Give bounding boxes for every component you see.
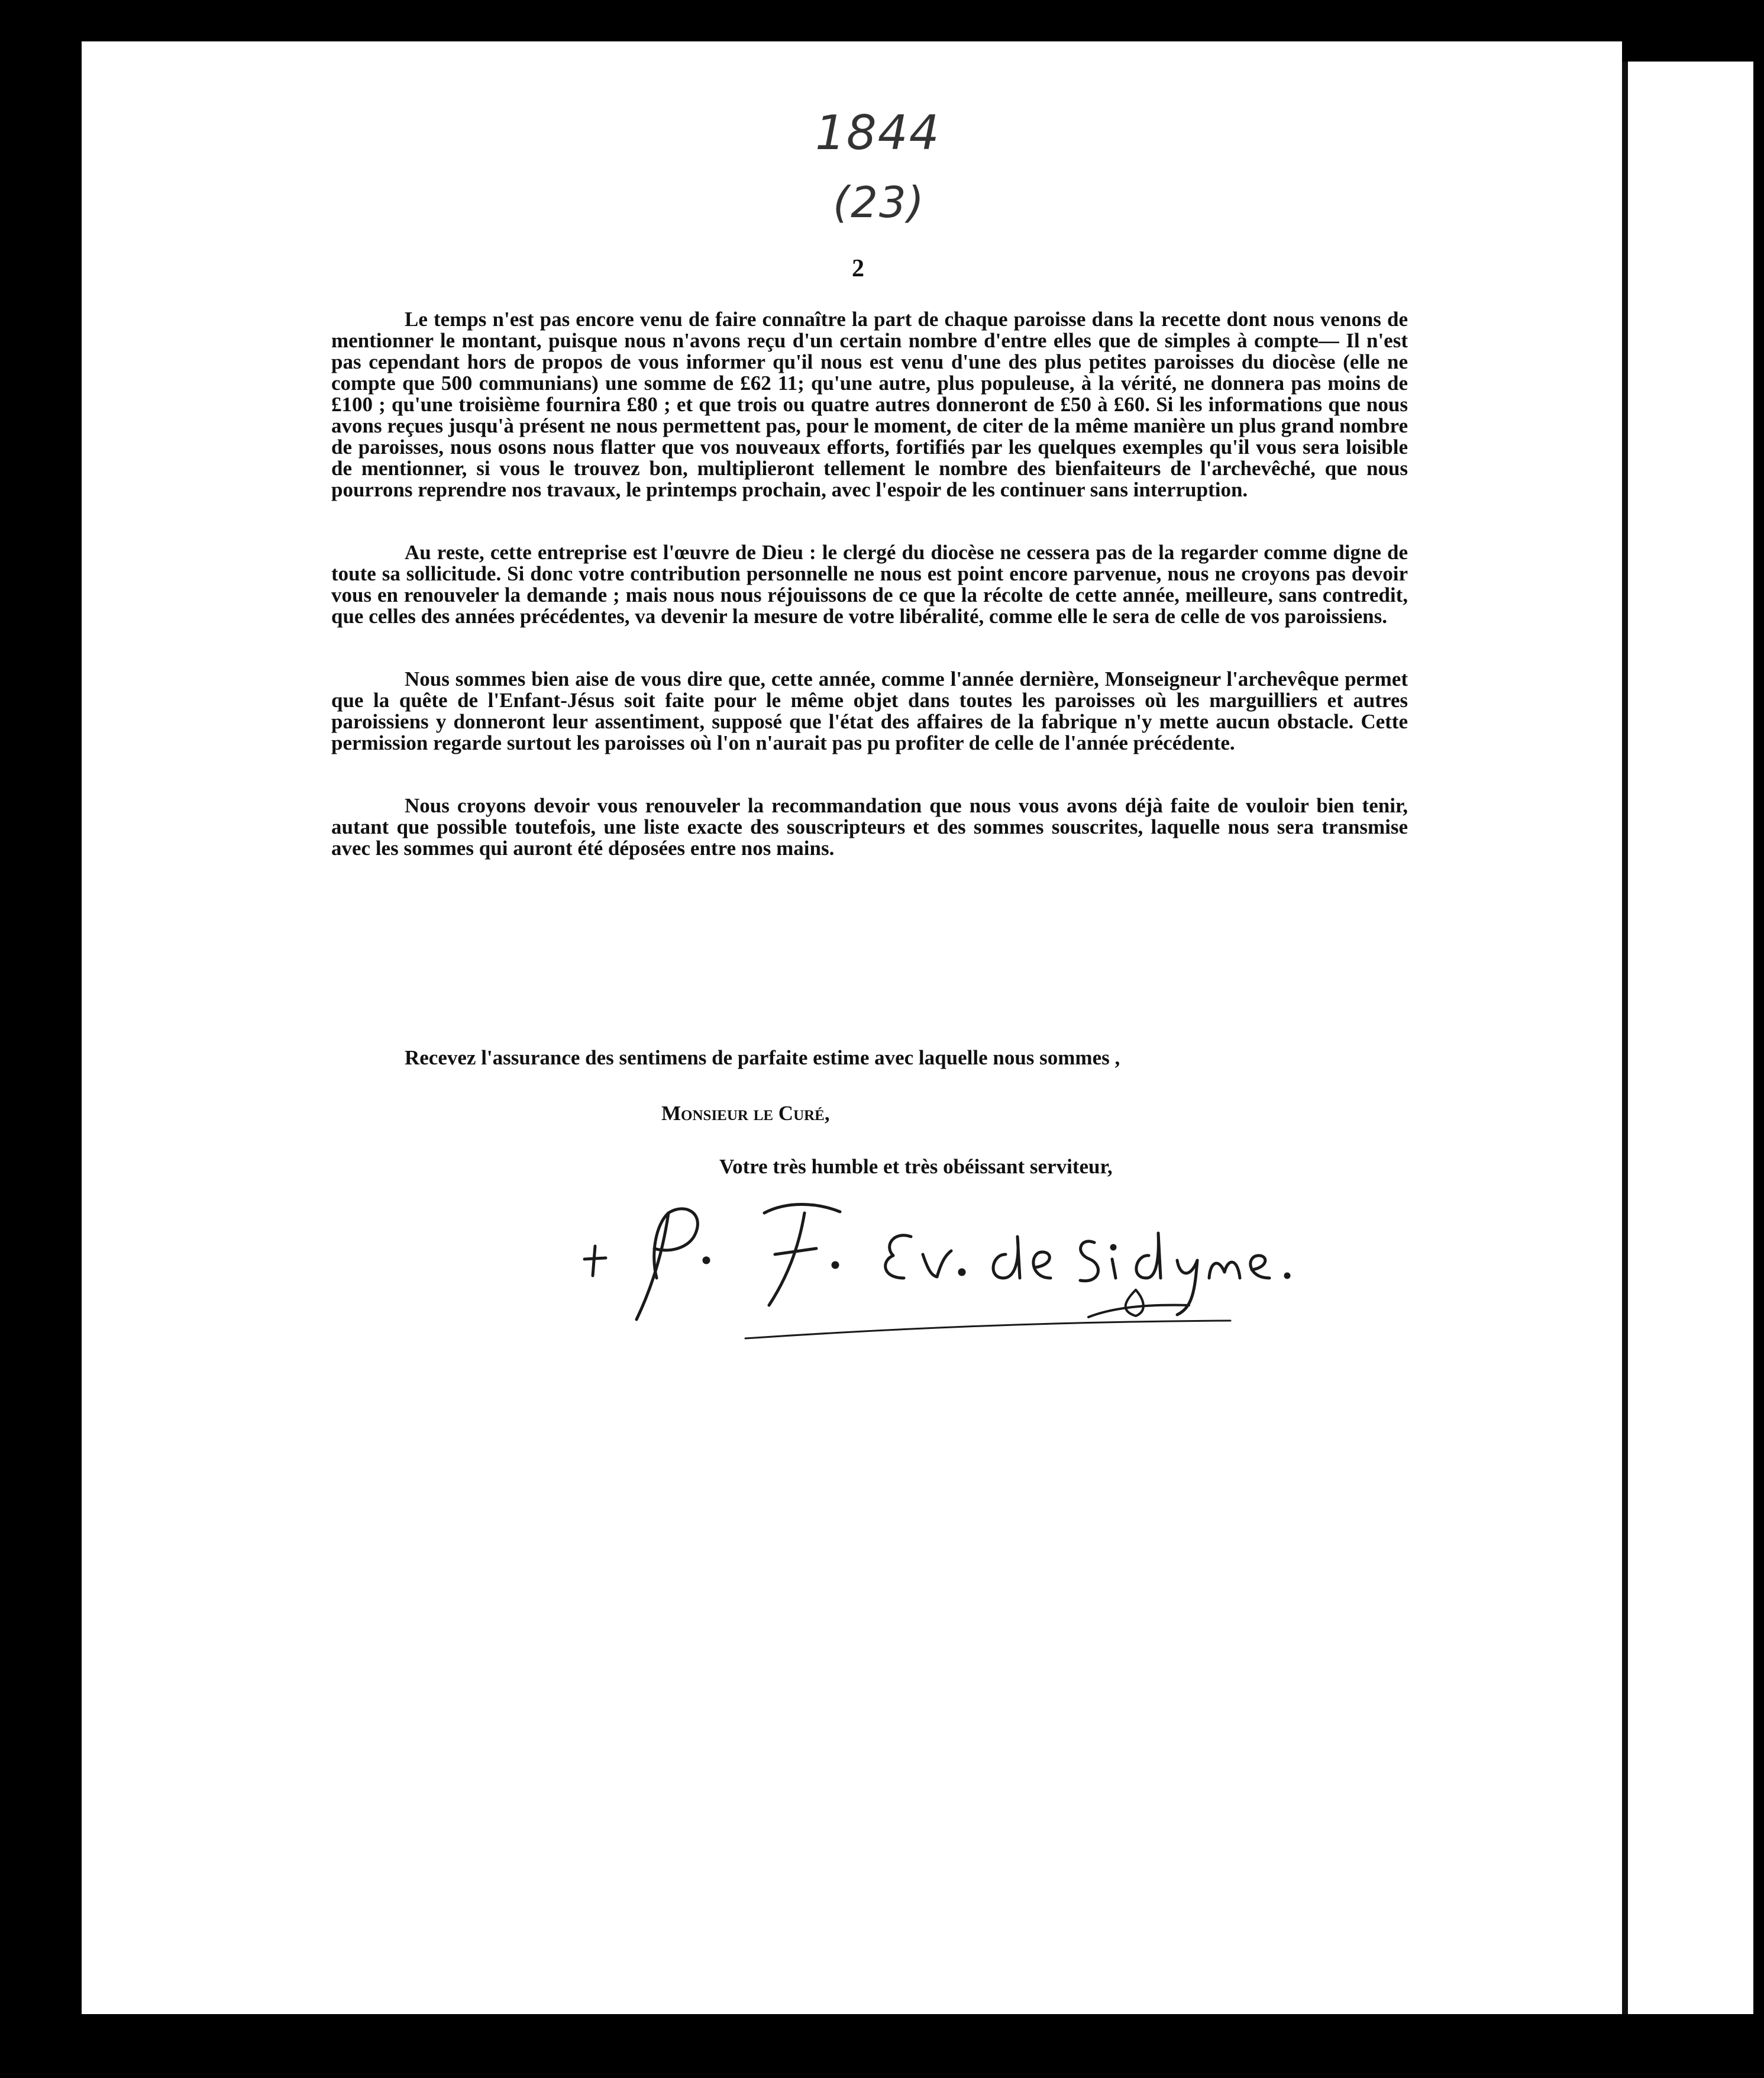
paragraph-3: Nous sommes bien aise de vous dire que, cette année, comme l'année dernière, Monseigneur l'archevêque permet que la quête de l'Enfant-Jésus soit faite pour le même objet dans toutes les paroisses où les marguilliers et autres paroissiens y donneront leur assentiment, supposé que l'état des affaires de la fabrique n'y mette aucun obstacle. Cette permission regarde surtout les paroisses où l'on n'aurait pas pu profiter de celle de l'année précédente. [331, 667, 1408, 754]
paragraph-1: Le temps n'est pas encore venu de faire connaître la part de chaque paroisse dans la recette dont nous venons de mentionner le montant, puisque nous n'avons reçu d'un certain nombre d'entre elles que de simples à compte— Il n'est pas cependant hors de propos de vous informer qu'il nous est venu d'une des plus petites paroisses du diocèse (elle ne compte que 500 communians) une somme de £62 11; qu'une autre, plus populeuse, à la vérité, ne donnera pas moins de £100 ; qu'une troisième fournira £80 ; et que trois ou quatre autres donneront de £50 à £60. Si les informations que nous avons reçues jusqu'à présent ne nous permettent pas, pour le moment, de citer de la même manière un plus grand nombre de paroisses, nous osons nous flatter que vos nouveaux efforts, fortifiés par les quelques exemples qu'il vous sera loisible de mentionner, si vous le trouvez bon, multiplieront tellement le nombre des bienfaiteurs de l'archevêché, que nous pourrons reprendre nos travaux, le printemps prochain, avec l'espoir de les continuer sans interruption. [331, 308, 1408, 501]
paragraph-2: Au reste, cette entreprise est l'œuvre de Dieu : le clergé du diocèse ne cessera pas de la regarder comme digne de toute sa sollicitude. Si donc votre contribution personnelle ne nous est point encore parvenue, nous ne croyons pas devoir vous en renouveler la demande ; mais nous nous réjouissons de ce que la récolte de cette année, meilleure, sans contredit, que celles des années précédentes, va devenir la mesure de votre libéralité, comme elle le sera de celle de vos paroissiens. [331, 541, 1408, 628]
handwritten-number: (23) [833, 178, 925, 227]
adjacent-page-strip [1628, 62, 1753, 2014]
letter-body [331, 309, 1408, 901]
paragraph-4: Nous croyons devoir vous renouveler la recommandation que nous vous avons déjà faite de vouloir bien tenir, autant que possible toutefois, une liste exacte des souscripteurs et des sommes souscrites, laquelle nous sera transmise avec les sommes qui auront été déposées entre nos mains. [331, 794, 1408, 860]
closing-line: Recevez l'assurance des sentimens de parfaite estime avec laquelle nous sommes , [405, 1046, 1120, 1069]
page-edge-divider [1622, 62, 1628, 2014]
page-number: 2 [852, 255, 864, 282]
salutation: Monsieur le Curé, [661, 1102, 830, 1125]
handwritten-year: 1844 [815, 105, 941, 160]
signature-image [580, 1189, 1349, 1343]
servant-line: Votre très humble et très obéissant serviteur, [719, 1155, 1113, 1178]
